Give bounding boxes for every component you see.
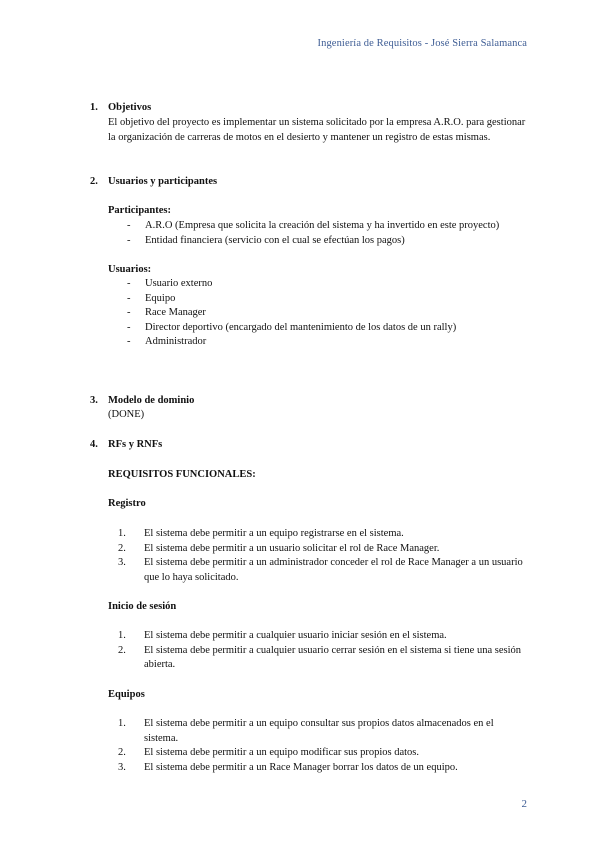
list-item: - A.R.O (Empresa que solicita la creación del sistema y ha invertido en este proyecto) — [127, 219, 499, 234]
section-3-paragraph: (DONE) — [108, 409, 145, 420]
list-item: 2. El sistema debe permitir a un usuario solicitar el rol de Race Manager. — [118, 542, 440, 554]
list-item: 1. El sistema debe permitir a un equipo registrarse en el sistema. — [118, 528, 404, 539]
list-item: 3. El sistema debe permitir a un administrador conceder el rol de Race Manager a un usuario que lo haya solicitado. — [118, 557, 523, 583]
list-item: - Race Manager — [127, 306, 456, 321]
list-item: 2. El sistema debe permitir a cualquier usuario cerrar sesión en el sistema si tiene una sesión abierta. — [118, 644, 522, 670]
usuarios-heading: Usuarios: — [108, 264, 152, 275]
section-1-title: Objetivos — [108, 102, 152, 113]
participantes-heading: Participantes: — [108, 205, 171, 216]
list-item: - Entidad financiera (servicio con el cual se efectúan los pagos) — [127, 234, 499, 249]
participantes-list — [127, 219, 499, 248]
page-number: 2 — [521, 798, 527, 810]
section-1-paragraph: El objetivo del proyecto es implementar un sistema solicitado por la empresa A.R.O. para gestionar la organización de carreras de motos en el desierto y mantener un registro de estas mismas. — [108, 117, 526, 143]
list-item: 3. El sistema debe permitir a un Race Manager borrar los datos de un equipo. — [118, 761, 458, 773]
page-header: Ingeniería de Requisitos - José Sierra Salamanca — [317, 38, 527, 49]
section-3-number: 3. — [90, 395, 98, 406]
section-4-number: 4. — [90, 439, 98, 450]
group-inicio-sesion-list — [118, 629, 528, 673]
section-2-title: Usuarios y participantes — [108, 176, 218, 187]
usuarios-list — [127, 277, 456, 350]
section-1-number: 1. — [90, 102, 98, 113]
list-item: 2. El sistema debe permitir a un equipo modificar sus propios datos. — [118, 747, 419, 758]
list-item: 1. El sistema debe permitir a cualquier usuario iniciar sesión en el sistema. — [118, 630, 447, 641]
list-item: - Equipo — [127, 292, 456, 307]
section-3-title: Modelo de dominio — [108, 395, 195, 406]
group-inicio-sesion-title: Inicio de sesión — [108, 601, 177, 612]
section-4-title: RFs y RNFs — [108, 439, 163, 450]
rf-heading: REQUISITOS FUNCIONALES: — [108, 469, 256, 480]
list-item: - Director deportivo (encargado del mantenimiento de los datos de un rally) — [127, 321, 456, 336]
list-item: - Usuario externo — [127, 277, 456, 292]
group-registro-list — [118, 527, 528, 585]
list-item: - Administrador — [127, 335, 456, 350]
list-item: 1. El sistema debe permitir a un equipo consultar sus propios datos almacenados en el sistema. — [118, 718, 494, 744]
section-2-number: 2. — [90, 176, 98, 187]
group-equipos-title: Equipos — [108, 689, 145, 700]
group-registro-title: Registro — [108, 498, 146, 509]
group-equipos-list — [118, 717, 528, 775]
